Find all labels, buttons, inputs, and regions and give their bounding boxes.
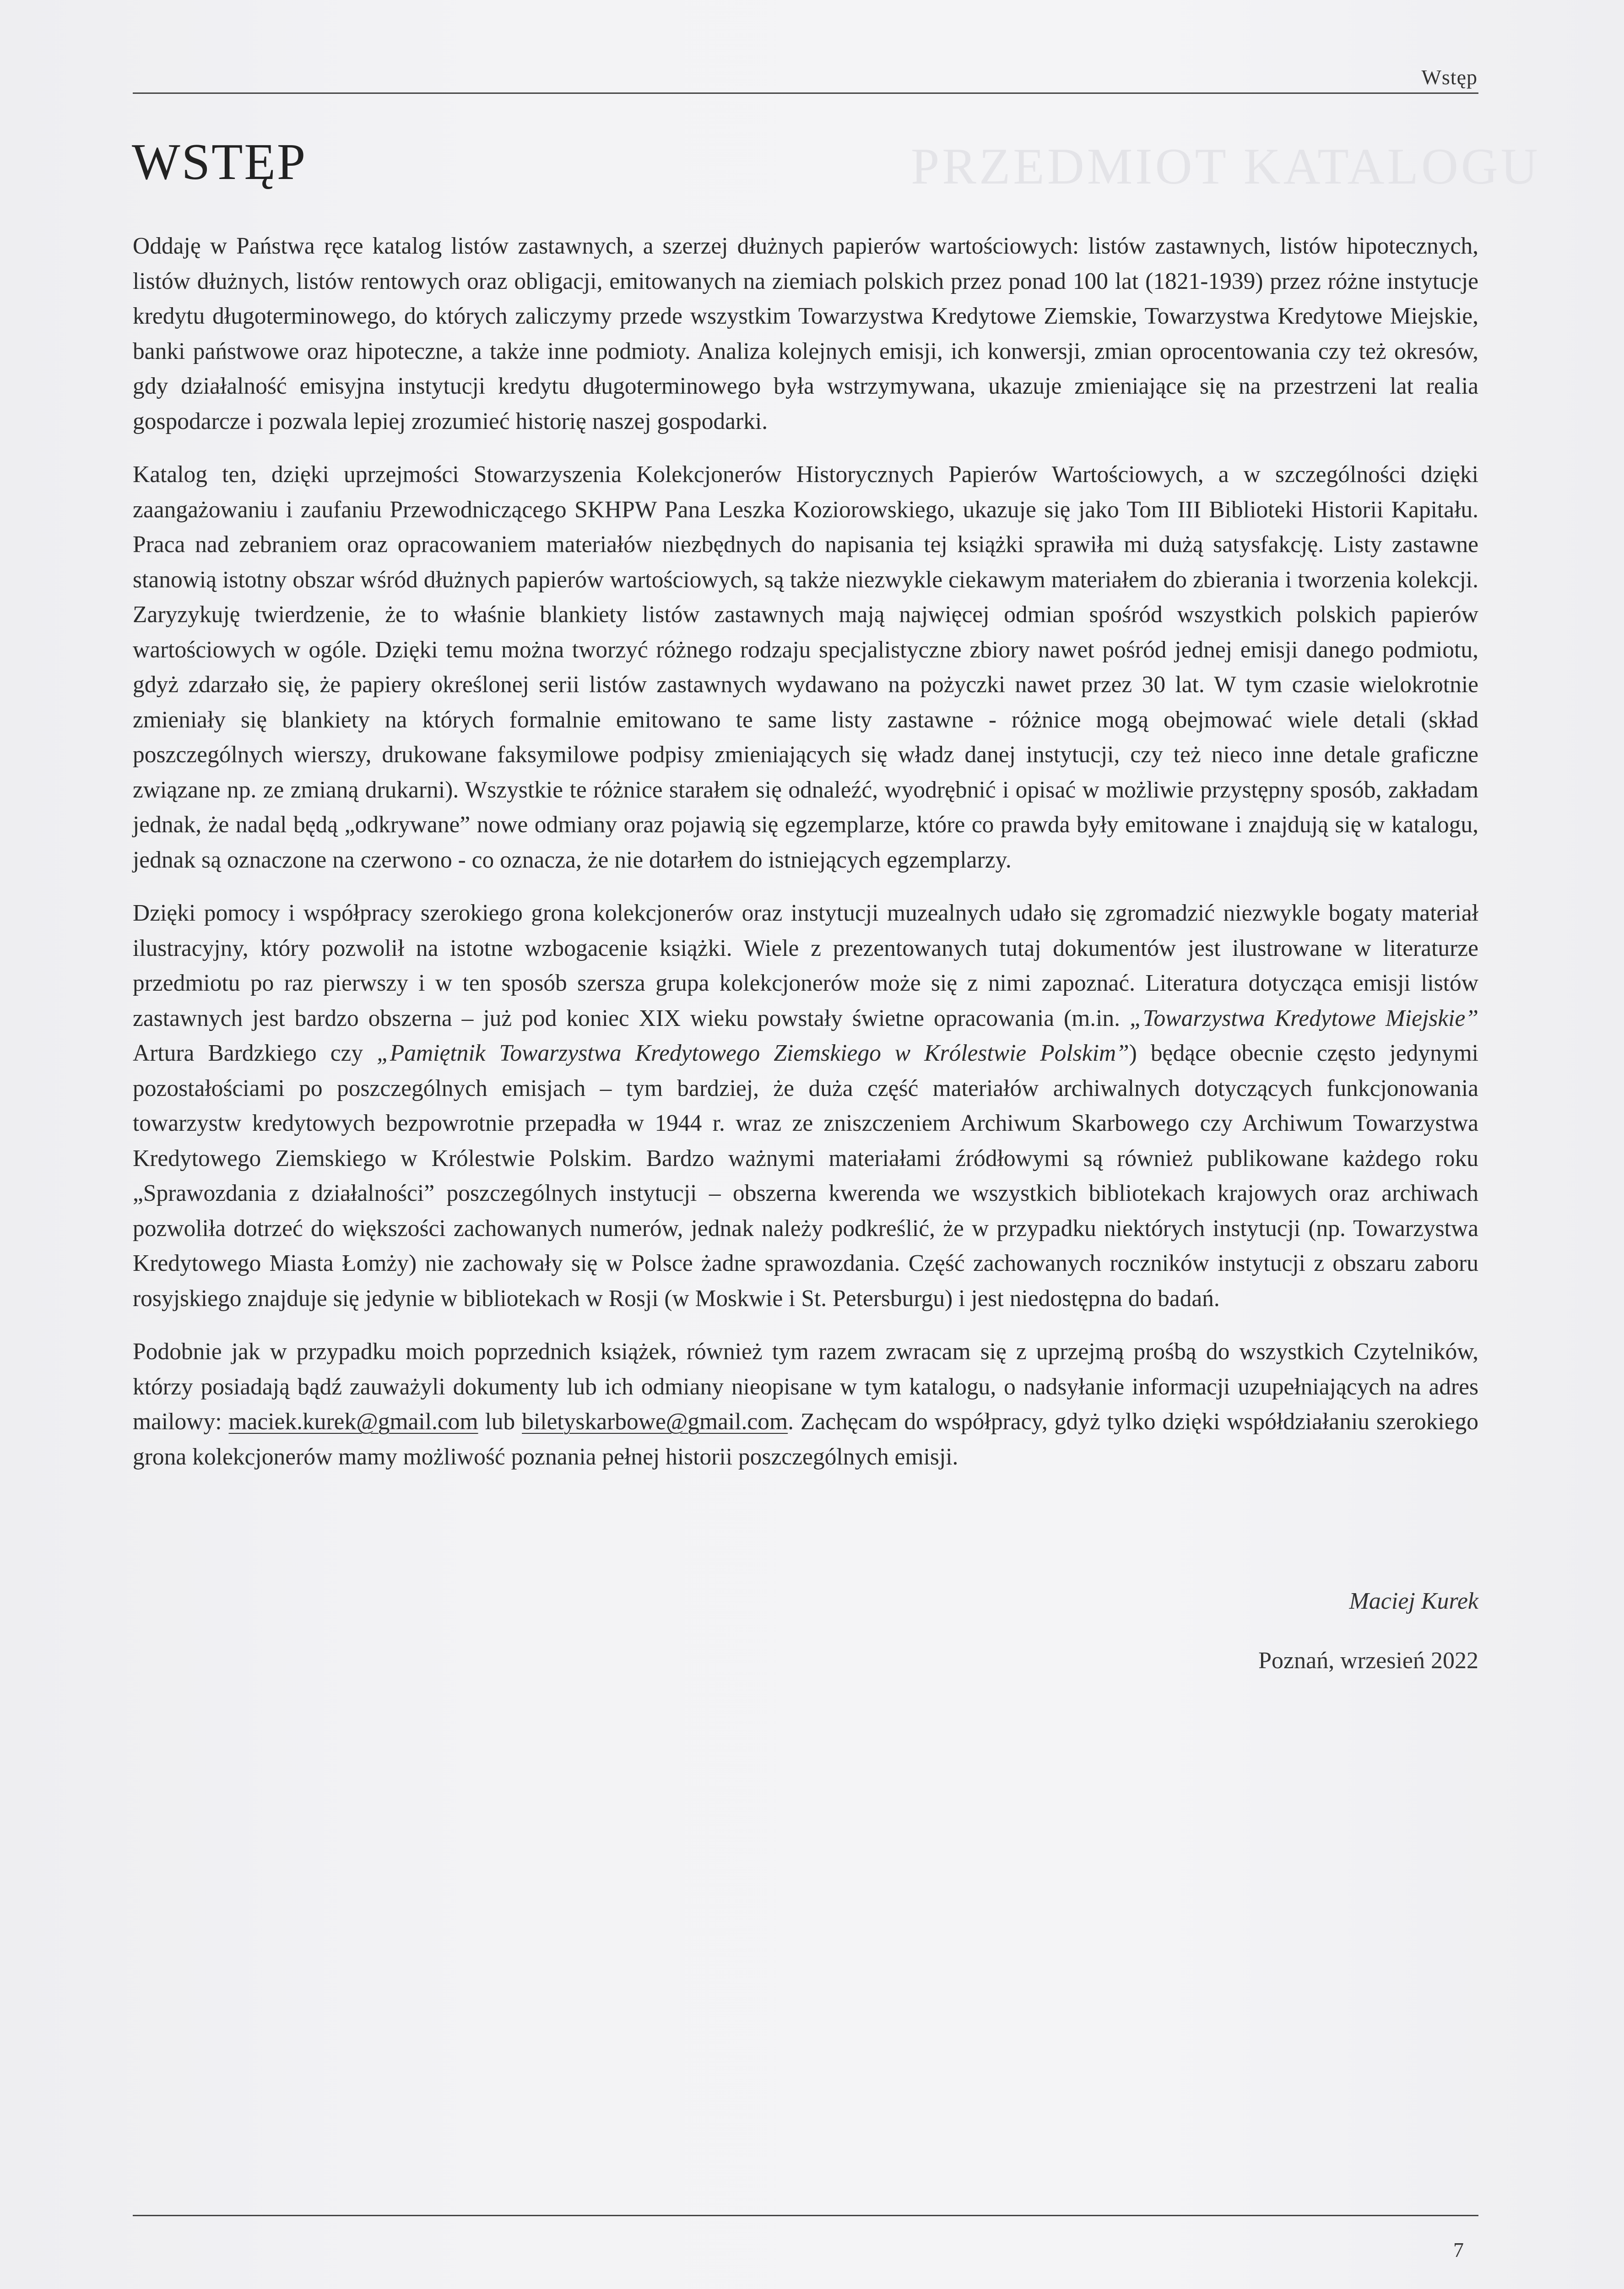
- footer-rule: [133, 2215, 1478, 2216]
- book-title-towarzystwa: „Towarzystwa Kredytowe Miejskie”: [1130, 1005, 1478, 1031]
- paragraph-3-text-c: ) będące obecnie często jedynymi pozostałościami po poszczególnych emisjach – tym bardziej, że duża część materiałów archiwalnych dotyczących funkcjonowania towarzystw kredytowych bezpowrotnie przepadła w 1944 r. wraz ze zniszczeniem Archiwum Skarbowego czy Archiwum Towarzystwa Kredytowego Ziemskiego w Królestwie Polskim. Bardzo ważnymi materiałami źródłowymi są również publikowane każdego roku „Sprawozdania z działalności” poszczególnych instytucji – obszerna kwerenda we wszystkich bibliotekach krajowych oraz archiwach pozwoliła dotrzeć do większości zachowanych numerów, jednak należy podkreślić, że w przypadku niektórych instytucji (np. Towarzystwa Kredytowego Miasta Łomży) nie zachowały się w Polsce żadne sprawozdania. Część zachowanych roczników instytucji z obszaru zaboru rosyjskiego znajduje się jedynie w bibliotekach w Rosji (w Moskwie i St. Petersburgu) i jest niedostępna do badań.: [133, 1040, 1478, 1312]
- page-number: 7: [1453, 2238, 1464, 2262]
- header-rule: [133, 92, 1478, 94]
- paragraph-1: Oddaję w Państwa ręce katalog listów zastawnych, a szerzej dłużnych papierów wartościowych: listów zastawnych, listów hipotecznych, listów dłużnych, listów rentowych oraz obligacji, emitowanych na ziemiach polskich przez ponad 100 lat (1821-1939) przez różne instytucje kredytu długoterminowego, do których zaliczymy przede wszystkim Towarzystwa Kredytowe Ziemskie, Towarzystwa Kredytowe Miejskie, banki państwowe oraz hipoteczne, a także inne podmioty. Analiza kolejnych emisji, ich konwersji, zmian oprocentowania czy też okresów, gdy działalność emisyjna instytucji kredytu długoterminowego była wstrzymywana, ukazuje zmieniające się na przestrzeni lat realia gospodarcze i pozwala lepiej zrozumieć historię naszej gospodarki.: [133, 233, 1478, 434]
- paragraph-4-text-a: Podobnie jak w przypadku moich poprzednich książek, również tym razem zwracam się z uprzejmą prośbą do wszystkich Czytelników, którzy posiadają bądź zauważyli dokumenty lub ich odmiany nieopisane w tym katalogu, o nadsyłanie informacji uzupełniających na adres mailowy:: [133, 1339, 1478, 1435]
- paragraph-3-text-a: Dzięki pomocy i współpracy szerokiego grona kolekcjonerów oraz instytucji muzealnych udało się zgromadzić niezwykle bogaty materiał ilustracyjny, który pozwolił na istotne wzbogacenie książki. Wiele z prezentowanych tutaj dokumentów jest ilustrowane w literaturze przedmiotu po raz pierwszy i w ten sposób szersza grupa kolekcjonerów może się z nimi zapoznać. Literatura dotycząca emisji listów zastawnych jest bardzo obszerna – już pod koniec XIX wieku powstały świetne opracowania (m.in.: [133, 900, 1478, 1031]
- paragraph-4-text-b: lub: [478, 1409, 522, 1435]
- email-link-maciek[interactable]: maciek.kurek@gmail.com: [228, 1409, 478, 1435]
- place-date: Poznań, wrzesień 2022: [1258, 1648, 1478, 1674]
- page-title: WSTĘP: [132, 134, 307, 190]
- paragraph-4-text-c: . Zachęcam do współpracy, gdyż tylko dzięki współdziałaniu szerokiego grona kolekcjonerów mamy możliwość poznania pełnej historii poszczególnych emisji.: [133, 1409, 1479, 1470]
- email-link-biletyskarbowe[interactable]: biletyskarbowe@gmail.com: [522, 1409, 788, 1435]
- running-header: Wstęp: [1421, 65, 1478, 89]
- body-text: [133, 229, 1478, 1493]
- paragraph-2: Katalog ten, dzięki uprzejmości Stowarzyszenia Kolekcjonerów Historycznych Papierów Wartościowych, a w szczególności dzięki zaangażowaniu i zaufaniu Przewodniczącego SKHPW Pana Leszka Koziorowskiego, ukazuje się jako Tom III Biblioteki Historii Kapitału. Praca nad zebraniem oraz opracowaniem materiałów niezbędnych do napisania tej książki sprawiła mi dużą satysfakcję. Listy zastawne stanowią istotny obszar wśród dłużnych papierów wartościowych, są także niezwykle ciekawym materiałem do zbierania i tworzenia kolekcji. Zaryzykuję twierdzenie, że to właśnie blankiety listów zastawnych mają najwięcej odmian spośród wszystkich polskich papierów wartościowych w ogóle. Dzięki temu można tworzyć różnego rodzaju specjalistyczne zbiory nawet pośród jednej emisji danego podmiotu, gdyż zdarzało się, że papiery określonej serii listów zastawnych wydawano na pożyczki nawet przez 30 lat. W tym czasie wielokrotnie zmieniały się blankiety na których formalnie emitowano te same listy zastawne - różnice mogą obejmować wiele detali (skład poszczególnych wierszy, drukowane faksymilowe podpisy zmieniających się władz danej instytucji, czy też nieco inne detale graficzne związane np. ze zmianą drukarni). Wszystkie te różnice starałem się odnaleźć, wyodrębnić i opisać w możliwie przystępny sposób, zakładam jednak, że nadal będą „odkrywane” nowe odmiany oraz pojawią się egzemplarze, które co prawda były emitowane i znajdują się w katalogu, jednak są oznaczone na czerwono - co oznacza, że nie dotarłem do istniejących egzemplarzy.: [133, 461, 1478, 873]
- book-title-pamietnik: „Pamiętnik Towarzystwa Kredytowego Ziemskiego w Królestwie Polskim”: [377, 1040, 1129, 1066]
- show-through-title: PRZEDMIOT KATALOGU: [911, 138, 1541, 195]
- paragraph-4: [133, 1334, 1478, 1475]
- paragraph-3: [133, 896, 1478, 1316]
- author-signature: Maciej Kurek: [1349, 1588, 1478, 1614]
- paragraph-3-text-b: Artura Bardzkiego czy: [133, 1040, 377, 1066]
